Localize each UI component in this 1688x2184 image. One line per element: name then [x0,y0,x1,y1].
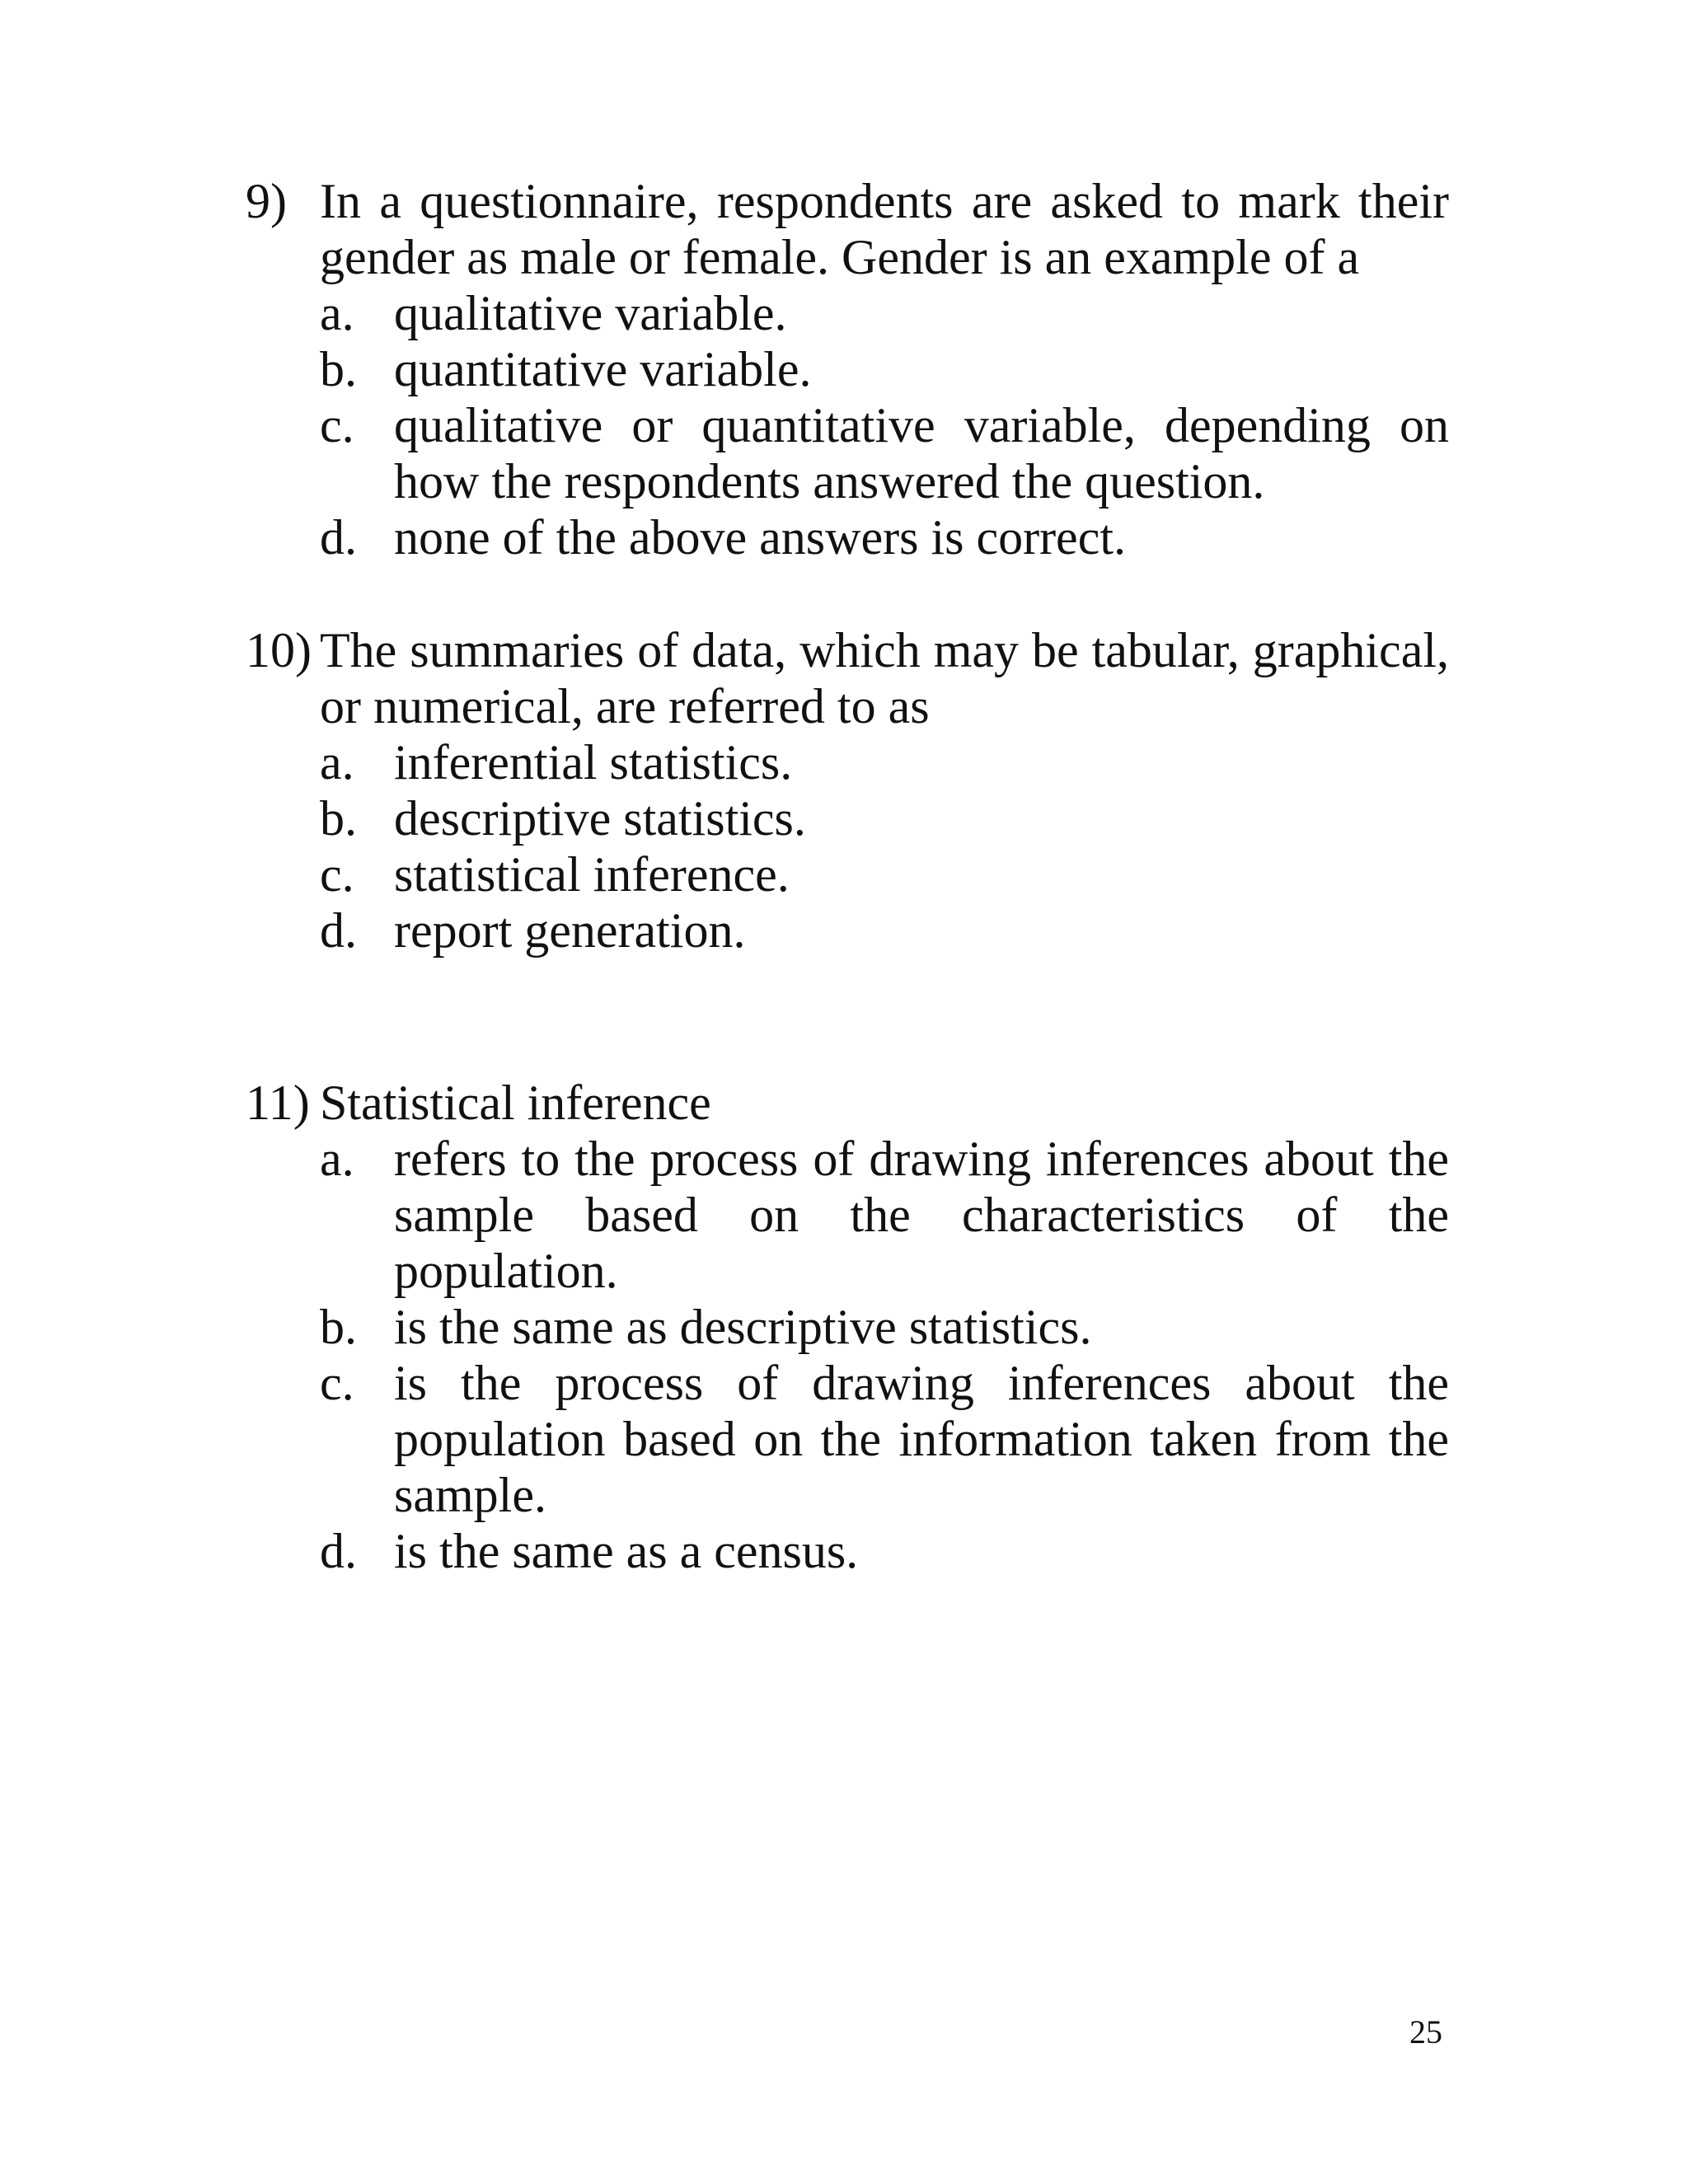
question-number: 11) [246,1076,310,1130]
question-9 [246,173,1449,565]
answer-option-b [320,1299,1449,1355]
question-stem: In a questionnaire, respondents are asked to mark their gender as male or female. Gender is an example of a [320,174,1449,284]
answer-options [246,285,1449,565]
option-letter: c. [320,847,354,902]
answer-options [246,1131,1449,1579]
option-letter: c. [320,1356,354,1410]
option-text: qualitative variable. [394,286,787,340]
answer-option-a [320,1131,1449,1299]
option-letter: a. [320,735,354,790]
question-10 [246,622,1449,958]
answer-option-d [320,902,1449,958]
question-11 [246,1075,1449,1579]
answer-option-c [320,1355,1449,1523]
option-text: is the same as descriptive statistics. [394,1300,1092,1354]
option-letter: c. [320,398,354,452]
option-letter: b. [320,791,357,846]
answer-option-a [320,734,1449,790]
option-letter: d. [320,510,357,565]
option-letter: b. [320,342,357,396]
answer-options [246,734,1449,958]
question-number: 9) [246,174,287,228]
option-text: inferential statistics. [394,735,793,790]
option-letter: a. [320,1132,354,1186]
question-stem: The summaries of data, which may be tabular, graphical, or numerical, are referred to as [320,623,1449,733]
answer-option-b [320,341,1449,397]
option-text: refers to the process of drawing inferences about the sample based on the characteristics of the population. [394,1132,1449,1298]
option-letter: a. [320,286,354,340]
answer-option-a [320,285,1449,341]
option-text: is the process of drawing inferences about the population based on the information taken from the sample. [394,1356,1449,1522]
question-number: 10) [246,623,312,677]
answer-option-b [320,790,1449,846]
option-letter: b. [320,1300,357,1354]
page-number: 25 [1409,2013,1442,2050]
option-text: none of the above answers is correct. [394,510,1126,565]
option-text: is the same as a census. [394,1524,859,1578]
option-text: statistical inference. [394,847,790,902]
option-letter: d. [320,903,357,958]
option-text: quantitative variable. [394,342,812,396]
question-stem: Statistical inference [320,1076,711,1130]
option-letter: d. [320,1524,357,1578]
answer-option-c [320,846,1449,902]
option-text: report generation. [394,903,746,958]
option-text: qualitative or quantitative variable, depending on how the respondents answered the question. [394,398,1449,509]
answer-option-d [320,1523,1449,1579]
answer-option-c [320,397,1449,509]
answer-option-d [320,509,1449,565]
option-text: descriptive statistics. [394,791,806,846]
